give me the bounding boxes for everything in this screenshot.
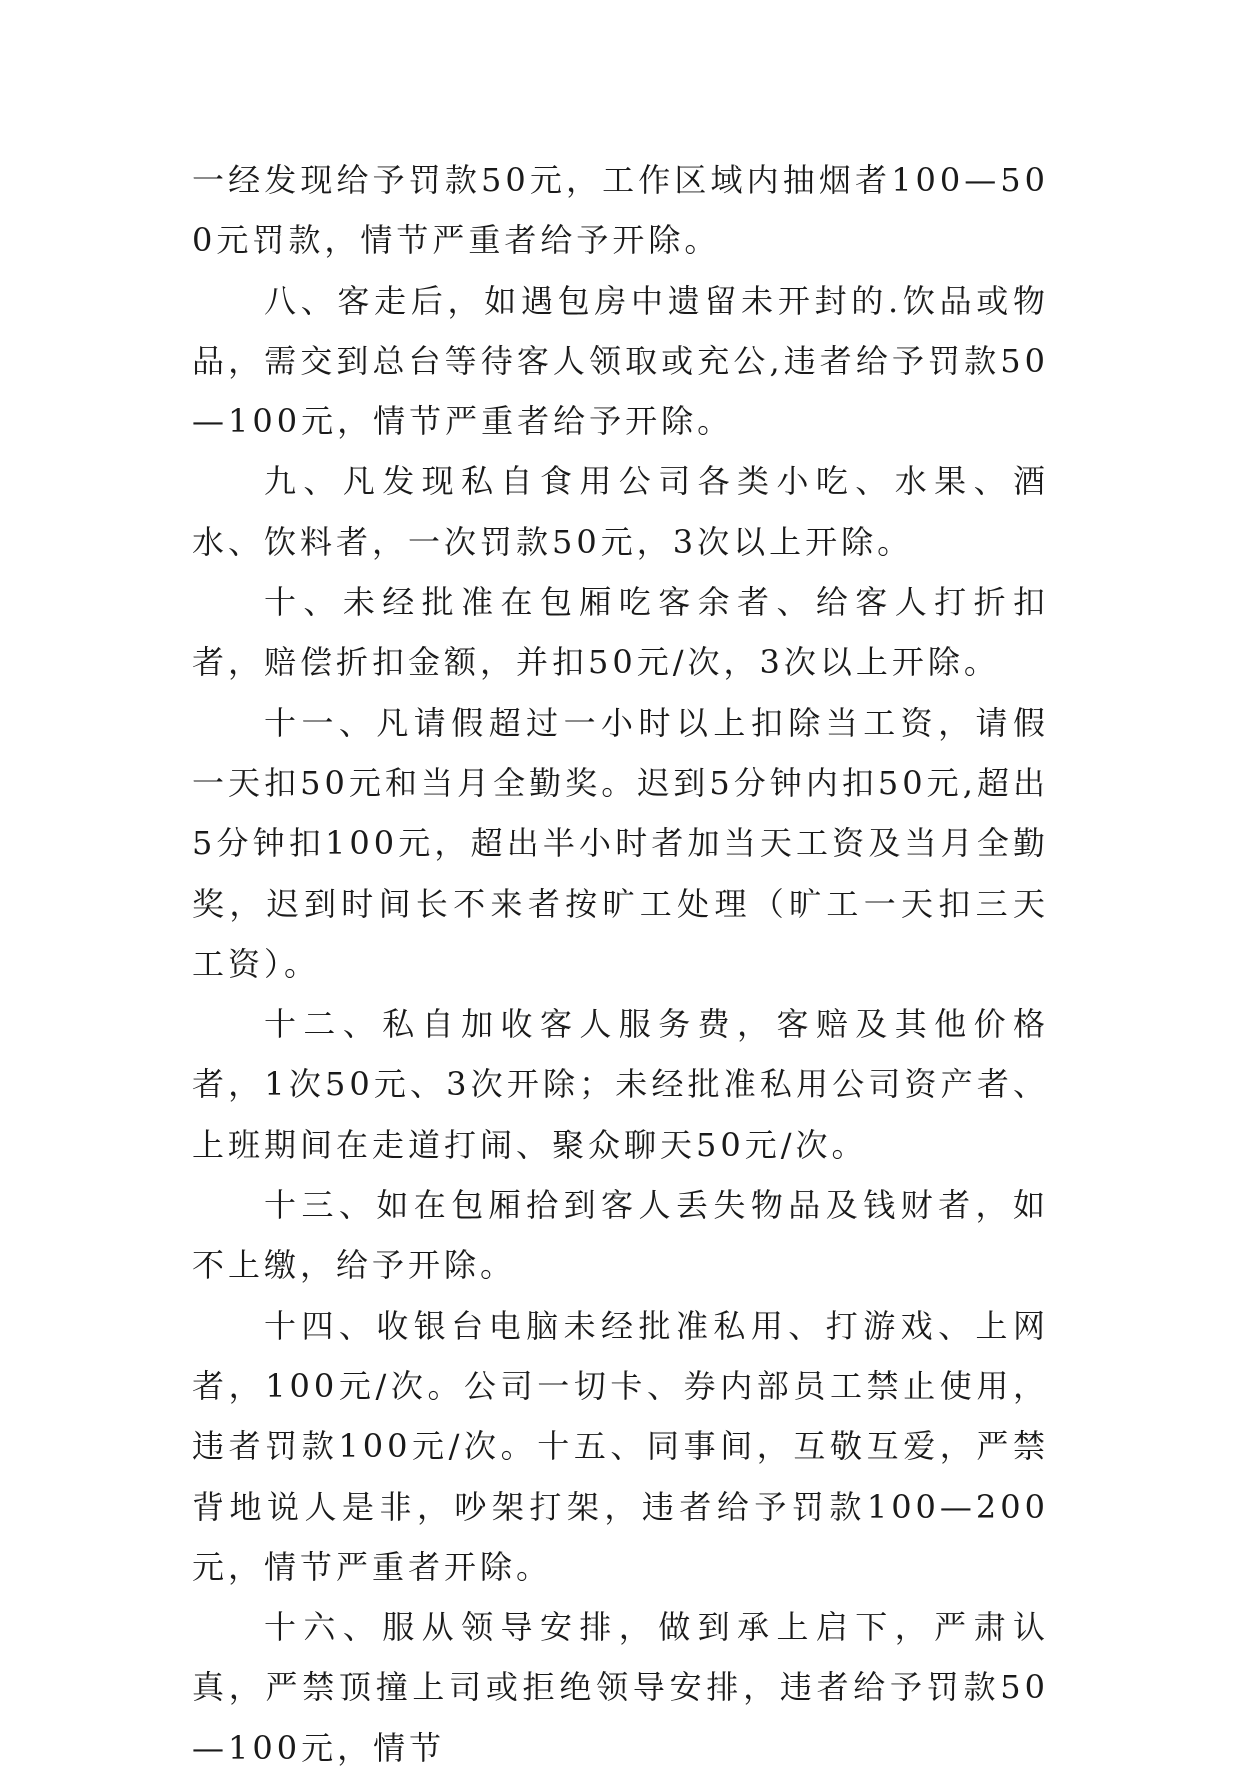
paragraph-rule-16: 十六、服从领导安排，做到承上启下，严肃认真，严禁顶撞上司或拒绝领导安排，违者给予罚款50—100元，情节	[192, 1608, 1049, 1767]
paragraph-penalty-smoking: 一经发现给予罚款50元，工作区域内抽烟者100—500元罚款，情节严重者给予开除。	[192, 161, 1049, 260]
paragraph-rule-10: 十、未经批准在包厢吃客余者、给客人打折扣者，赔偿折扣金额，并扣50元/次，3次以上开除。	[192, 583, 1049, 682]
paragraph-rule-11: 十一、凡请假超过一小时以上扣除当工资，请假一天扣50元和当月全勤奖。迟到5分钟内扣50元,超出5分钟扣100元，超出半小时者加当天工资及当月全勤奖，迟到时间长不来者按旷工处理（旷工一天扣三天工资）。	[192, 703, 1049, 983]
paragraph-rule-14-15: 十四、收银台电脑未经批准私用、打游戏、上网者，100元/次。公司一切卡、券内部员工禁止使用，违者罚款100元/次。十五、同事间，互敬互爱，严禁背地说人是非，吵架打架，违者给予罚款100—200元，情节严重者开除。	[192, 1306, 1049, 1586]
paragraph-rule-8: 八、客走后，如遇包房中遗留未开封的.饮品或物品，需交到总台等待客人领取或充公,违者给予罚款50—100元，情节严重者给予开除。	[192, 281, 1049, 441]
paragraph-rule-9: 九、凡发现私自食用公司各类小吃、水果、酒水、饮料者，一次罚款50元，3次以上开除。	[192, 462, 1049, 561]
document-body	[192, 150, 1049, 1778]
paragraph-rule-12: 十二、私自加收客人服务费，客赔及其他价格者，1次50元、3次开除；未经批准私用公司资产者、上班期间在走道打闹、聚众聊天50元/次。	[192, 1005, 1049, 1164]
paragraph-rule-13: 十三、如在包厢拾到客人丢失物品及钱财者，如不上缴，给予开除。	[192, 1186, 1049, 1285]
